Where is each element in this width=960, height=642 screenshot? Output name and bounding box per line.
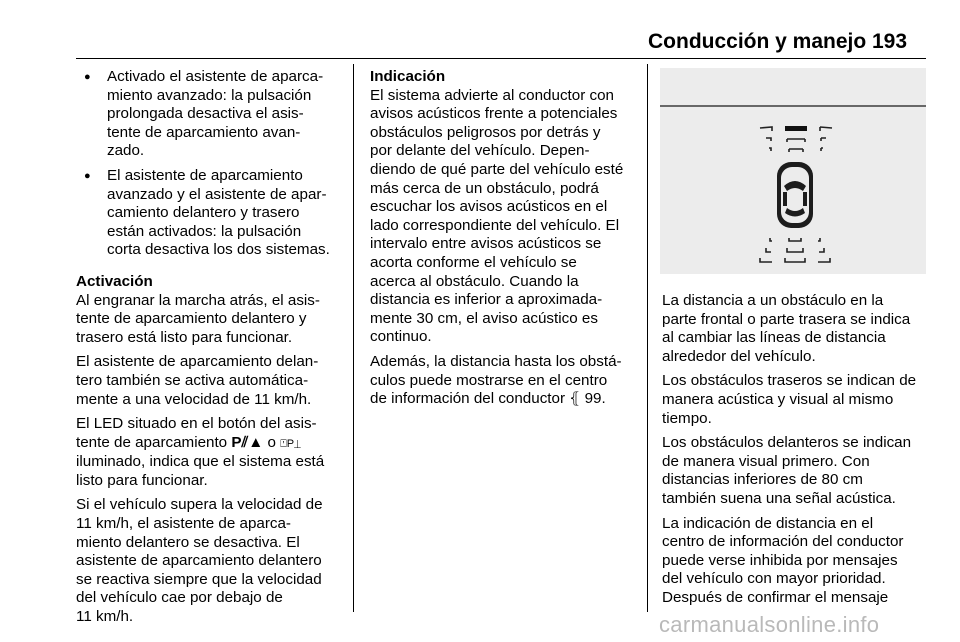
paragraph: El asistente de aparcamiento delan- tero también se activa automática- mente a una velocidad de 11 km/h.	[76, 353, 319, 408]
section-heading-activation: Activación	[76, 272, 153, 290]
park-assist-icon: P⫽▲	[231, 433, 264, 451]
paragraph: La distancia a un obstáculo en la parte frontal o parte trasera se indica al cambiar las líneas de distancia alrededor del vehículo.	[662, 292, 911, 365]
header-rule	[76, 58, 926, 59]
page-reference-link[interactable]: de información del conductor ⦃ 99.	[370, 390, 606, 408]
bullet-item: ● El asistente de aparcamiento avanzado y el asistente de apar- camiento delantero y trasero están activados: la pulsación corta desactiva los dos sistemas.	[76, 167, 348, 260]
paragraph: Además, la distancia hasta los obstá- culos puede mostrarse en el centro de información del conductor ⦃ 99.	[370, 352, 622, 408]
parking-distance-diagram	[660, 68, 926, 274]
paragraph: Los obstáculos delanteros se indican de manera visual primero. Con distancias inferiores de 80 cm también suena una señal acústica.	[662, 434, 912, 507]
bullet-item: ● Activado el asistente de aparca- miento avanzado: la pulsación prolongada desactiva el asis- tente de aparcamiento avan- zado.	[76, 68, 348, 161]
front-distance-bar-active	[785, 126, 807, 131]
paragraph: Al engranar la marcha atrás, el asis- tente de aparcamiento delantero y trasero está listo para funcionar.	[76, 291, 320, 346]
paragraph: Los obstáculos traseros se indican de manera acústica y visual al mismo tiempo.	[662, 372, 917, 427]
column-divider-left	[353, 64, 354, 612]
middle-column	[370, 68, 642, 415]
left-column	[76, 68, 348, 633]
page-title: Conducción y manejo	[648, 30, 867, 53]
right-column	[662, 292, 932, 614]
paragraph: Si el vehículo supera la velocidad de 11 km/h, el asistente de aparca- miento delantero se desactiva. El asistente de aparcamiento delantero se reactiva siempre que la velocidad del vehículo cae por debajo de 11 km/h.	[76, 496, 323, 626]
section-heading-indicacion: Indicación	[370, 68, 446, 85]
paragraph-led: El LED situado en el botón del asis- tente de aparcamiento P⫽▲ o ⍞P⏊ iluminado, indica que el sistema está listo para funcionar.	[76, 415, 325, 489]
watermark: carmanualsonline.info	[659, 612, 880, 637]
parking-distance-illustration	[660, 68, 926, 274]
page-number: 193	[872, 30, 908, 53]
park-assist-front-icon: ⍞P⏊	[280, 437, 301, 450]
paragraph: La indicación de distancia en el centro de información del conductor puede verse inhibida por mensajes del vehículo con mayor prioridad. Después de confirmar el mensaje	[662, 514, 904, 606]
column-divider-right	[647, 64, 648, 612]
paragraph: El sistema advierte al conductor con avisos acústicos frente a potenciales obstáculos peligrosos por detrás y por delante del vehículo. Depen- diendo de qué parte del vehículo esté más cerca de un obstáculo, podrá escuchar los avisos acústicos en el lado correspondiente del vehículo. El intervalo entre avisos acústicos se acorta conforme el vehículo se acerca al obstáculo. Cuando la distancia es inferior a aproximada- mente 30 cm, el aviso acústico es continuo.	[370, 86, 624, 346]
